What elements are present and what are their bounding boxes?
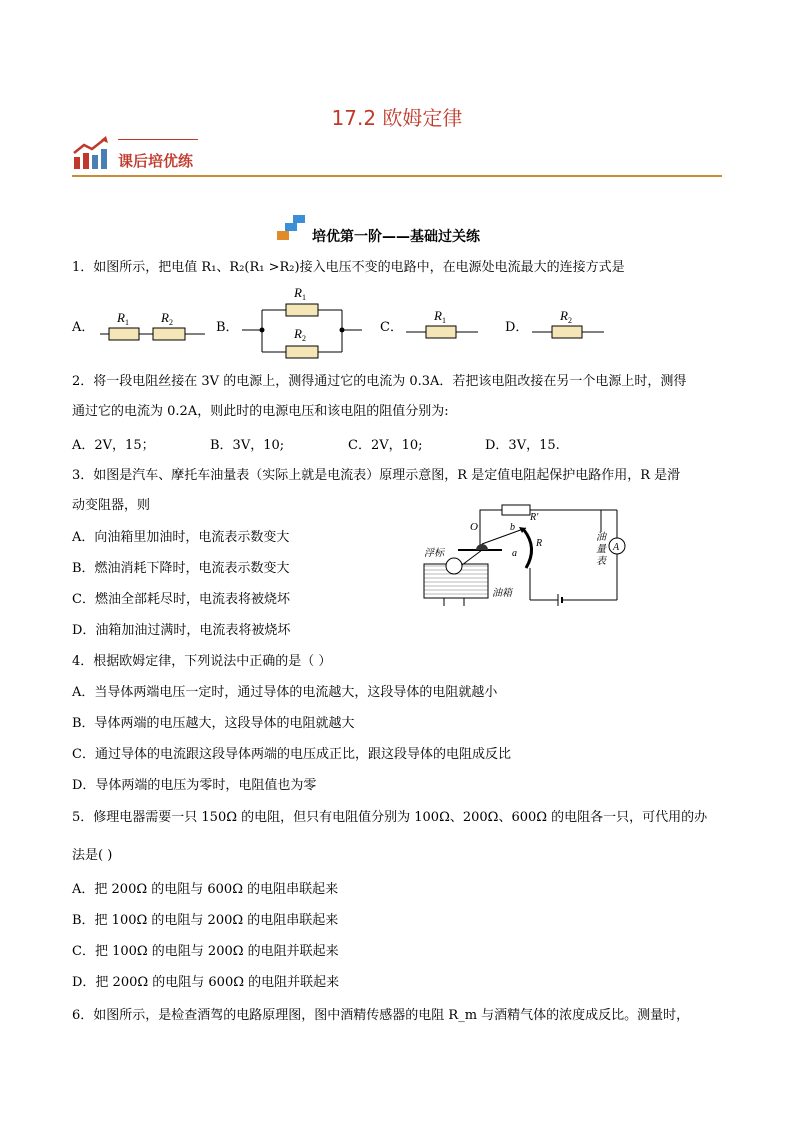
q1-circuit-d (528, 300, 608, 344)
q1-circuit-c (402, 300, 482, 344)
steps-icon (275, 215, 309, 243)
q3-opt-a: A．向油箱里加油时，电流表示数变大 (72, 530, 290, 545)
svg-text:表: 表 (596, 556, 606, 567)
header-label: 课后培优练 (118, 152, 194, 170)
page-title: 17.2 欧姆定律 (331, 106, 463, 130)
q2-opt-d: D．3V，15. (485, 438, 560, 453)
q3-line1: 3．如图是汽车、摩托车油量表（实际上就是电流表）原理示意图，R 是定值电阻起保护电路作用，R 是滑 (72, 468, 681, 483)
q1-opt-d-label: D． (505, 320, 529, 335)
q5-opt-d: D．把 200Ω 的电阻与 600Ω 的电阻并联起来 (72, 975, 340, 990)
q2-opt-c: C．2V，10; (348, 438, 423, 453)
q5-line2: 法是( ) (72, 848, 113, 863)
q2-opt-b: B．3V，10; (210, 438, 285, 453)
q5-line1: 5．修理电器需要一只 150Ω 的电阻，但只有电阻值分别为 100Ω、200Ω、600Ω 的电阻各一只，可代用的办 (72, 810, 708, 825)
svg-text:油: 油 (596, 532, 606, 543)
svg-text:R2: $R_2$ (560, 308, 572, 325)
q1-opt-a-label: A． (72, 320, 95, 335)
svg-text:油箱: 油箱 (492, 588, 512, 599)
q6-stem: 6．如图所示，是检查酒驾的电路原理图，图中酒精传感器的电阻 R_m 与酒精气体的浓度成反比。测量时， (72, 1008, 690, 1023)
q4-opt-c: C．通过导体的电流跟这段导体两端的电压成正比，跟这段导体的电阻成反比 (72, 747, 511, 762)
svg-text:R1: $R_1$ (434, 308, 446, 325)
chart-logo-icon (72, 135, 112, 171)
svg-text:量: 量 (596, 544, 606, 555)
svg-text:R2: $R_2$ (294, 326, 306, 343)
svg-text:R': R' (530, 512, 539, 523)
q2-line2: 通过它的电流为 0.2A，则此时的电源电压和该电阻的阻值分别为: (72, 404, 449, 419)
q4-opt-d: D．导体两端的电压为零时，电阻值也为零 (72, 778, 317, 793)
svg-text:浮标: 浮标 (424, 548, 444, 559)
header-rule (72, 175, 722, 177)
svg-text:b: b (510, 522, 515, 533)
header-top-rule (118, 139, 198, 140)
q3-line2: 动变阻器，则 (72, 498, 151, 513)
svg-text:O: O (470, 521, 478, 533)
q1-opt-b-label: B． (216, 320, 239, 335)
q3-fuel-gauge-diagram (418, 500, 633, 615)
q2-opt-a: A．2V，15； (72, 438, 155, 453)
q1-circuit-b (240, 280, 365, 360)
svg-text:R2: $R_2$ (161, 310, 173, 327)
q5-opt-a: A．把 200Ω 的电阻与 600Ω 的电阻串联起来 (72, 882, 339, 897)
q4-stem: 4．根据欧姆定律，下列说法中正确的是（ ） (72, 654, 332, 669)
svg-text:a: a (512, 548, 517, 559)
section-title: 培优第一阶——基础过关练 (312, 229, 480, 245)
q1-stem: 1．如图所示，把电值 R₁、R₂(R₁ >R₂)接入电压不变的电路中，在电源处电流最大的连接方式是 (72, 260, 625, 275)
svg-text:A: A (613, 542, 620, 553)
q5-opt-c: C．把 100Ω 的电阻与 200Ω 的电阻并联起来 (72, 944, 339, 959)
q3-opt-b: B．燃油消耗下降时，电流表示数变大 (72, 561, 290, 576)
q4-opt-b: B．导体两端的电压越大，这段导体的电阻就越大 (72, 716, 355, 731)
q3-opt-c: C．燃油全部耗尽时，电流表将被烧坏 (72, 592, 290, 607)
q1-opt-c-label: C． (380, 320, 403, 335)
q2-line1: 2．将一段电阻丝接在 3V 的电源上，测得通过它的电流为 0.3A．若把该电阻改接在另一个电源上时，测得 (72, 374, 687, 389)
svg-text:R: R (536, 538, 543, 549)
q5-opt-b: B．把 100Ω 的电阻与 200Ω 的电阻串联起来 (72, 913, 339, 928)
svg-text:R1: $R_1$ (294, 285, 306, 302)
svg-text:R1: $R_1$ (117, 310, 129, 327)
q1-circuit-a (95, 300, 210, 344)
q3-opt-d: D．油箱加油过满时，电流表将被烧坏 (72, 623, 291, 638)
q4-opt-a: A．当导体两端电压一定时，通过导体的电流越大，这段导体的电阻就越小 (72, 685, 498, 700)
